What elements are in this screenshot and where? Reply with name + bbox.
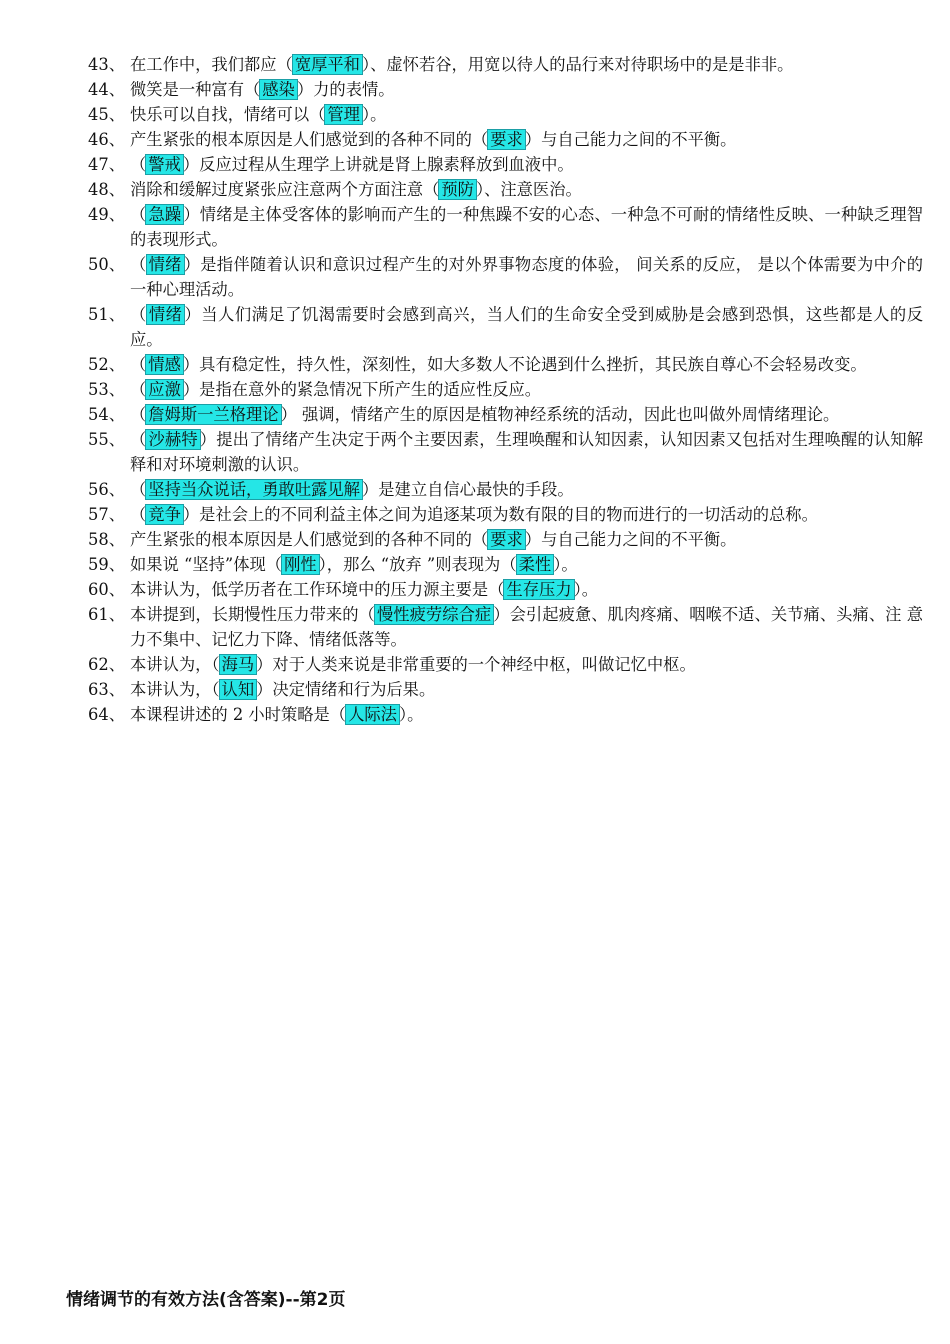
question-item: [88, 302, 923, 352]
question-segment: ）会引起疲惫、肌肉疼痛、咽喉不适、关节痛、头痛、注 意力不集中、记忆力下降、情绪低落等。: [130, 605, 923, 649]
answer-highlight: 詹姆斯一兰格理论: [148, 405, 279, 424]
question-segment: ）。: [398, 705, 424, 724]
answer-highlight: 预防: [441, 180, 474, 199]
question-list: [88, 52, 923, 727]
question-item: [88, 702, 923, 727]
question-segment: ）当人们满足了饥渴需要时会感到高兴，当人们的生命安全受到威胁是会感到恐惧，这些都是人的反应。: [130, 305, 923, 349]
question-number: 54、: [88, 405, 125, 424]
question-segment: 本课程讲述的 2 小时策略是（: [130, 705, 347, 724]
question-segment: 在工作中，我们都应（: [130, 55, 293, 74]
question-item: [88, 577, 923, 602]
question-segment: ）力的表情。: [296, 80, 395, 99]
question-segment: ）与自己能力之间的不平衡。: [524, 130, 737, 149]
question-segment: 快乐可以自找，情绪可以（: [130, 105, 326, 124]
answer-highlight: 生存压力: [506, 580, 572, 599]
question-number: 56、: [88, 480, 125, 499]
question-segment: ）。: [573, 580, 599, 599]
page-footer: 情绪调节的有效方法(含答案)--第2页: [66, 1290, 346, 1310]
question-item: [88, 402, 923, 427]
question-item: [88, 427, 923, 477]
question-number: 51、: [88, 305, 125, 324]
question-text: [130, 577, 923, 602]
question-text: [130, 52, 923, 77]
question-segment: 消除和缓解过度紧张应注意两个方面注意（: [130, 180, 440, 199]
answer-highlight: 情绪: [148, 305, 183, 324]
question-item: [88, 552, 923, 577]
answer-highlight: 柔性: [518, 555, 552, 574]
question-text: [130, 302, 923, 352]
question-item: [88, 102, 923, 127]
answer-highlight: 刚性: [284, 555, 317, 574]
question-segment: ）情绪是主体受客体的影响而产生的一种焦躁不安的心态、一种急不可耐的情绪性反映、一种缺乏理智的表现形式。: [130, 205, 923, 249]
question-text: [130, 152, 923, 177]
question-text: [130, 77, 923, 102]
question-segment: 产生紧张的根本原因是人们感觉到的各种不同的（: [130, 130, 489, 149]
answer-highlight: 情绪: [148, 255, 182, 274]
question-number: 50、: [88, 255, 125, 274]
answer-highlight: 情感: [148, 355, 181, 374]
question-segment: 本讲认为，低学历者在工作环境中的压力源主要是（: [130, 580, 505, 599]
answer-highlight: 宽厚平和: [294, 55, 360, 74]
question-item: [88, 677, 923, 702]
question-number: 60、: [88, 580, 125, 599]
question-number: 45、: [88, 105, 125, 124]
question-number: 52、: [88, 355, 125, 374]
question-segment: ）、注意医治。: [475, 180, 582, 199]
question-segment: （: [130, 430, 147, 449]
question-number: 46、: [88, 130, 125, 149]
question-number: 44、: [88, 80, 125, 99]
question-segment: 如果说 “坚持”体现（: [130, 555, 283, 574]
question-text: [130, 402, 923, 427]
question-segment: ）反应过程从生理学上讲就是肾上腺素释放到血液中。: [182, 155, 574, 174]
answer-highlight: 应激: [148, 380, 181, 399]
question-item: [88, 602, 923, 652]
question-segment: （: [130, 505, 147, 524]
question-text: [130, 552, 923, 577]
question-segment: 本讲提到，长期慢性压力带来的（: [130, 605, 375, 624]
question-text: [130, 602, 923, 652]
question-segment: （: [130, 255, 147, 274]
question-item: [88, 127, 923, 152]
answer-highlight: 感染: [262, 80, 295, 99]
question-item: [88, 202, 923, 252]
question-segment: （: [130, 380, 147, 399]
question-number: 43、: [88, 55, 125, 74]
question-number: 53、: [88, 380, 125, 399]
question-segment: ）、虚怀若谷，用宽以待人的品行来对待职场中的是是非非。: [361, 55, 794, 74]
question-text: [130, 652, 923, 677]
question-segment: ），那么 “放弃 ”则表现为（: [318, 555, 517, 574]
question-text: [130, 502, 923, 527]
question-segment: 微笑是一种富有（: [130, 80, 261, 99]
question-item: [88, 77, 923, 102]
question-text: [130, 477, 923, 502]
question-item: [88, 652, 923, 677]
answer-highlight: 急躁: [148, 205, 182, 224]
question-segment: ）是指在意外的紧急情况下所产生的适应性反应。: [182, 380, 542, 399]
answer-highlight: 坚持当众说话，勇敢吐露见解: [148, 480, 360, 499]
question-segment: ） 强调，情绪产生的原因是植物神经系统的活动，因此也叫做外周情绪理论。: [280, 405, 840, 424]
question-item: [88, 152, 923, 177]
question-segment: 本讲认为，（: [130, 680, 220, 699]
answer-highlight: 警戒: [148, 155, 181, 174]
answer-highlight: 慢性疲劳综合症: [376, 605, 492, 624]
question-segment: （: [130, 355, 147, 374]
question-item: [88, 502, 923, 527]
question-text: [130, 427, 923, 477]
question-text: [130, 177, 923, 202]
question-text: [130, 202, 923, 252]
answer-highlight: 海马: [221, 655, 255, 674]
question-segment: ）提出了情绪产生决定于两个主要因素，生理唤醒和认知因素，认知因素又包括对生理唤醒的认知解释和对环境刺激的认识。: [130, 430, 923, 474]
question-segment: 产生紧张的根本原因是人们感觉到的各种不同的（: [130, 530, 489, 549]
question-item: [88, 52, 923, 77]
answer-highlight: 沙赫特: [148, 430, 198, 449]
answer-highlight: 要求: [490, 130, 523, 149]
question-item: [88, 477, 923, 502]
question-segment: ）对于人类来说是非常重要的一个神经中枢，叫做记忆中枢。: [256, 655, 696, 674]
question-segment: ）。: [553, 555, 578, 574]
question-text: [130, 102, 923, 127]
question-text: [130, 527, 923, 552]
question-segment: ）是建立自信心最快的手段。: [361, 480, 574, 499]
question-segment: （: [130, 480, 147, 499]
question-number: 48、: [88, 180, 125, 199]
answer-highlight: 认知: [221, 680, 255, 699]
question-number: 57、: [88, 505, 125, 524]
question-segment: （: [130, 205, 147, 224]
question-item: [88, 352, 923, 377]
question-segment: 本讲认为，（: [130, 655, 220, 674]
question-number: 64、: [88, 705, 125, 724]
question-number: 47、: [88, 155, 125, 174]
question-segment: （: [130, 155, 147, 174]
question-text: [130, 127, 923, 152]
question-segment: ）决定情绪和行为后果。: [256, 680, 436, 699]
answer-highlight: 要求: [490, 530, 523, 549]
question-item: [88, 177, 923, 202]
question-text: [130, 377, 923, 402]
question-item: [88, 252, 923, 302]
question-text: [130, 677, 923, 702]
question-segment: ）是指伴随着认识和意识过程产生的对外界事物态度的体验， 间关系的反应， 是以个体需要为中介的一种心理活动。: [130, 255, 923, 299]
question-number: 59、: [88, 555, 125, 574]
question-number: 55、: [88, 430, 125, 449]
question-item: [88, 377, 923, 402]
question-segment: （: [130, 305, 147, 324]
question-number: 58、: [88, 530, 125, 549]
question-text: [130, 352, 923, 377]
question-number: 62、: [88, 655, 125, 674]
question-segment: ）与自己能力之间的不平衡。: [524, 530, 737, 549]
question-segment: ）是社会上的不同利益主体之间为追逐某项为数有限的目的物而进行的一切活动的总称。: [182, 505, 818, 524]
answer-highlight: 人际法: [348, 705, 397, 724]
question-segment: ）。: [361, 105, 387, 124]
answer-highlight: 竞争: [148, 505, 181, 524]
question-item: [88, 527, 923, 552]
question-number: 49、: [88, 205, 125, 224]
answer-highlight: 管理: [327, 105, 360, 124]
question-text: [130, 252, 923, 302]
question-number: 63、: [88, 680, 125, 699]
question-segment: ）具有稳定性，持久性，深刻性，如大多数人不论遇到什么挫折，其民族自尊心不会轻易改变。: [182, 355, 867, 374]
question-segment: （: [130, 405, 147, 424]
question-text: [130, 702, 923, 727]
question-number: 61、: [88, 605, 125, 624]
